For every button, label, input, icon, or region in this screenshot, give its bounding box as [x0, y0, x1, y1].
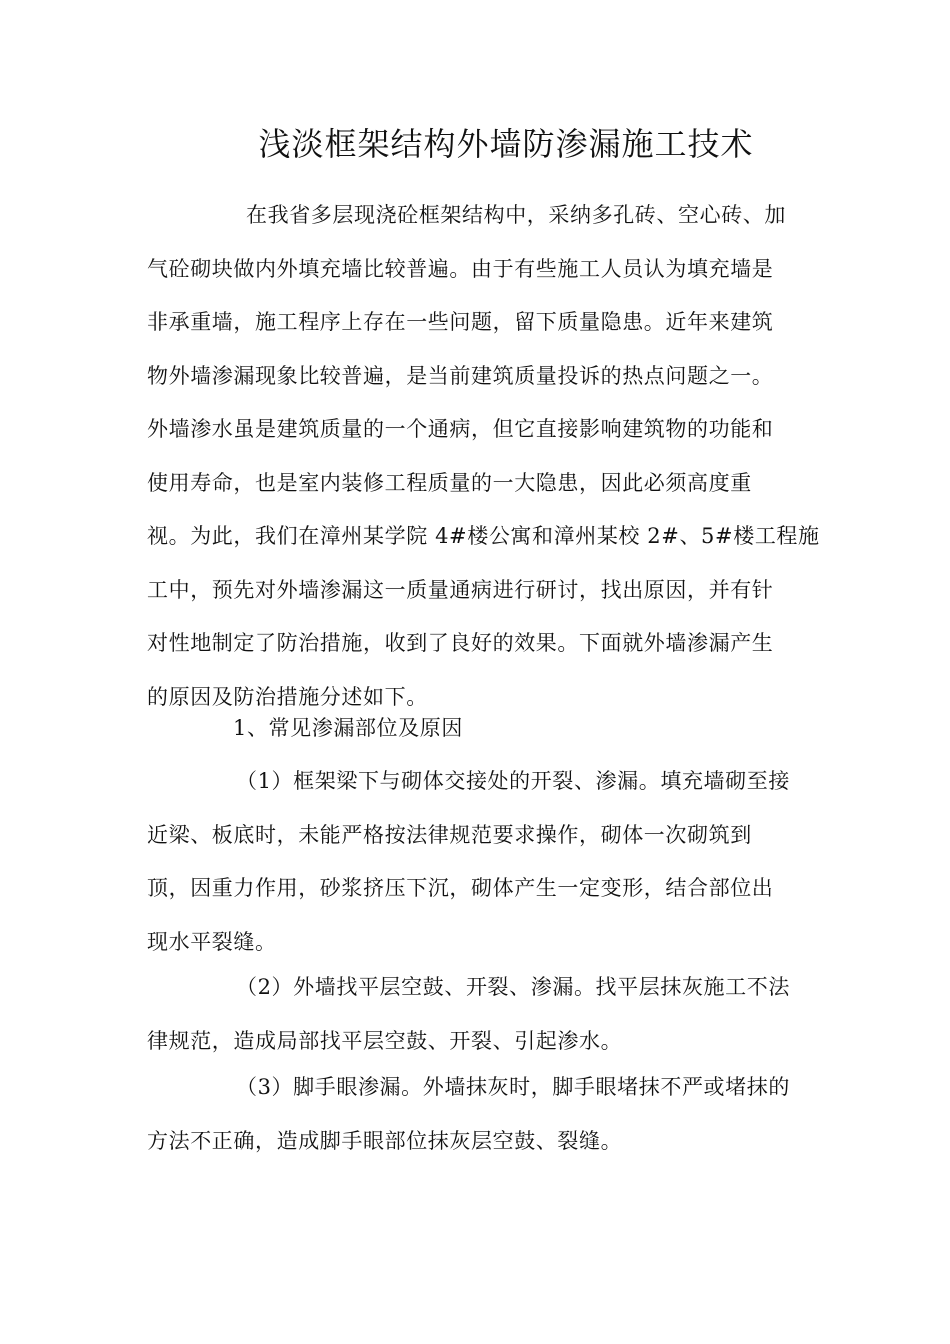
paragraph-line: 非承重墙，施工程序上存在一些问题，留下质量隐患。近年来建筑	[147, 310, 774, 334]
item-1-paragraph	[147, 755, 790, 969]
paragraph-line: 对性地制定了防治措施，收到了良好的效果。下面就外墙渗漏产生	[147, 631, 774, 655]
document-title: 浅淡框架结构外墙防渗漏施工技术	[258, 125, 754, 163]
paragraph-line: 的原因及防治措施分述如下。	[147, 684, 428, 709]
paragraph-line: 现水平裂缝。	[147, 929, 277, 954]
paragraph-line: （2）外墙找平层空鼓、开裂、渗漏。找平层抹灰施工不法	[236, 975, 790, 999]
paragraph-line: 视。为此，我们在漳州某学院 4#楼公寓和漳州某校 2#、5#楼工程施	[147, 524, 820, 548]
paragraph-line: 使用寿命，也是室内装修工程质量的一大隐患，因此必须高度重	[147, 470, 752, 495]
paragraph-line: 近梁、板底时，未能严格按法律规范要求操作，砌体一次砌筑到	[147, 822, 752, 847]
paragraph-line: （1）框架梁下与砌体交接处的开裂、渗漏。填充墙砌至接	[236, 769, 790, 793]
paragraph-line: 律规范，造成局部找平层空鼓、开裂、引起渗水。	[147, 1028, 623, 1053]
paragraph-line: 工中，预先对外墙渗漏这一质量通病进行研讨，找出原因，并有针	[147, 577, 774, 602]
paragraph-line: 顶，因重力作用，砂浆挤压下沉，砌体产生一定变形，结合部位出	[147, 876, 774, 900]
section-heading	[233, 702, 463, 756]
paragraph-line: 外墙渗水虽是建筑质量的一个通病，但它直接影响建筑物的功能和	[147, 417, 774, 441]
item-3-paragraph	[147, 1061, 790, 1168]
paragraph-line: 物外墙渗漏现象比较普遍，是当前建筑质量投诉的热点问题之一。	[147, 363, 774, 388]
paragraph-line: （3）脚手眼渗漏。外墙抹灰时，脚手眼堵抹不严或堵抹的	[236, 1075, 790, 1099]
paragraph-line: 气砼砌块做内外填充墙比较普遍。由于有些施工人员认为填充墙是	[147, 256, 774, 281]
paragraph-line: 在我省多层现浇砼框架结构中，采纳多孔砖、空心砖、加	[246, 203, 786, 227]
section-heading-text: 1、常见渗漏部位及原因	[233, 716, 463, 740]
intro-paragraph	[147, 189, 820, 724]
item-2-paragraph	[147, 961, 790, 1068]
paragraph-line: 方法不正确，造成脚手眼部位抹灰层空鼓、裂缝。	[147, 1128, 623, 1153]
